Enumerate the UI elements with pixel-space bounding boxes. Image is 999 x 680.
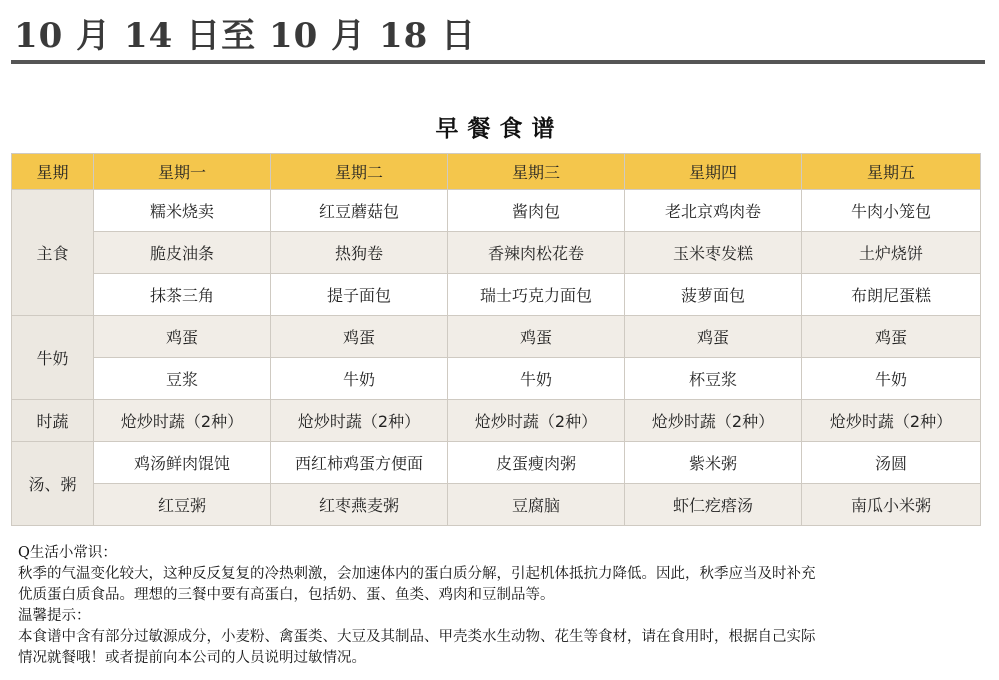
- tip-heading: Q生活小常识：: [18, 545, 117, 561]
- menu-cell: 鸡蛋: [625, 316, 802, 358]
- menu-cell: 豆浆: [94, 358, 271, 400]
- category-cell: 牛奶: [12, 316, 94, 400]
- menu-cell: 抹茶三角: [94, 274, 271, 316]
- menu-cell: 紫米粥: [625, 442, 802, 484]
- warning-text-line: 本食谱中含有部分过敏源成分，小麦粉、禽蛋类、大豆及其制品、甲壳类水生动物、花生等食材，请在食用时，根据自己实际: [18, 629, 816, 645]
- menu-cell: 玉米枣发糕: [625, 232, 802, 274]
- tip-text-line: 秋季的气温变化较大，这种反反复复的冷热刺激，会加速体内的蛋白质分解，引起机体抵抗力降低。因此，秋季应当及时补充: [18, 566, 816, 582]
- tip-text-line: 优质蛋白质食品。理想的三餐中要有高蛋白，包括奶、蛋、鱼类、鸡肉和豆制品等。: [18, 587, 555, 603]
- column-header: 星期四: [625, 154, 802, 190]
- menu-cell: 糯米烧卖: [94, 190, 271, 232]
- column-header: 星期三: [448, 154, 625, 190]
- menu-cell: 鸡蛋: [802, 316, 981, 358]
- menu-cell: 香辣肉松花卷: [448, 232, 625, 274]
- menu-cell: 牛肉小笼包: [802, 190, 981, 232]
- menu-cell: 杯豆浆: [625, 358, 802, 400]
- menu-cell: 瑞士巧克力面包: [448, 274, 625, 316]
- table-row: [12, 442, 981, 484]
- date-range-title: 10 月 14 日至 10 月 18 日: [14, 16, 477, 56]
- breakfast-menu-table: [11, 153, 981, 526]
- category-cell: 时蔬: [12, 400, 94, 442]
- category-cell: 主食: [12, 190, 94, 316]
- column-header: 星期一: [94, 154, 271, 190]
- notes-section: [18, 543, 986, 669]
- menu-cell: 热狗卷: [271, 232, 448, 274]
- menu-cell: 鸡蛋: [94, 316, 271, 358]
- menu-cell: 炝炒时蔬（2种）: [94, 400, 271, 442]
- menu-cell: 炝炒时蔬（2种）: [448, 400, 625, 442]
- column-header: 星期五: [802, 154, 981, 190]
- table-header-row: [12, 154, 981, 190]
- menu-cell: 西红柿鸡蛋方便面: [271, 442, 448, 484]
- menu-cell: 皮蛋瘦肉粥: [448, 442, 625, 484]
- menu-cell: 红枣燕麦粥: [271, 484, 448, 526]
- title-divider: [11, 60, 985, 64]
- menu-cell: 菠萝面包: [625, 274, 802, 316]
- menu-title: 早餐食谱: [435, 115, 564, 142]
- table-row: [12, 400, 981, 442]
- table-row: [12, 484, 981, 526]
- menu-cell: 鸡汤鲜肉馄饨: [94, 442, 271, 484]
- menu-cell: 酱肉包: [448, 190, 625, 232]
- menu-cell: 炝炒时蔬（2种）: [802, 400, 981, 442]
- menu-cell: 鸡蛋: [448, 316, 625, 358]
- menu-cell: 鸡蛋: [271, 316, 448, 358]
- menu-cell: 牛奶: [802, 358, 981, 400]
- table-row: [12, 232, 981, 274]
- menu-cell: 土炉烧饼: [802, 232, 981, 274]
- category-cell: 汤、粥: [12, 442, 94, 526]
- table-row: [12, 274, 981, 316]
- menu-cell: 红豆粥: [94, 484, 271, 526]
- menu-cell: 牛奶: [271, 358, 448, 400]
- menu-cell: 提子面包: [271, 274, 448, 316]
- table-row: [12, 190, 981, 232]
- menu-cell: 布朗尼蛋糕: [802, 274, 981, 316]
- column-header: 星期: [12, 154, 94, 190]
- menu-cell: 南瓜小米粥: [802, 484, 981, 526]
- menu-cell: 红豆蘑菇包: [271, 190, 448, 232]
- table-row: [12, 358, 981, 400]
- menu-cell: 豆腐脑: [448, 484, 625, 526]
- menu-cell: 牛奶: [448, 358, 625, 400]
- menu-cell: 汤圆: [802, 442, 981, 484]
- warning-heading: 温馨提示：: [18, 608, 91, 624]
- table-row: [12, 316, 981, 358]
- menu-cell: 脆皮油条: [94, 232, 271, 274]
- menu-cell: 炝炒时蔬（2种）: [271, 400, 448, 442]
- menu-cell: 虾仁疙瘩汤: [625, 484, 802, 526]
- menu-cell: 老北京鸡肉卷: [625, 190, 802, 232]
- warning-text-line: 情况就餐哦！或者提前向本公司的人员说明过敏情况。: [18, 650, 366, 666]
- column-header: 星期二: [271, 154, 448, 190]
- menu-cell: 炝炒时蔬（2种）: [625, 400, 802, 442]
